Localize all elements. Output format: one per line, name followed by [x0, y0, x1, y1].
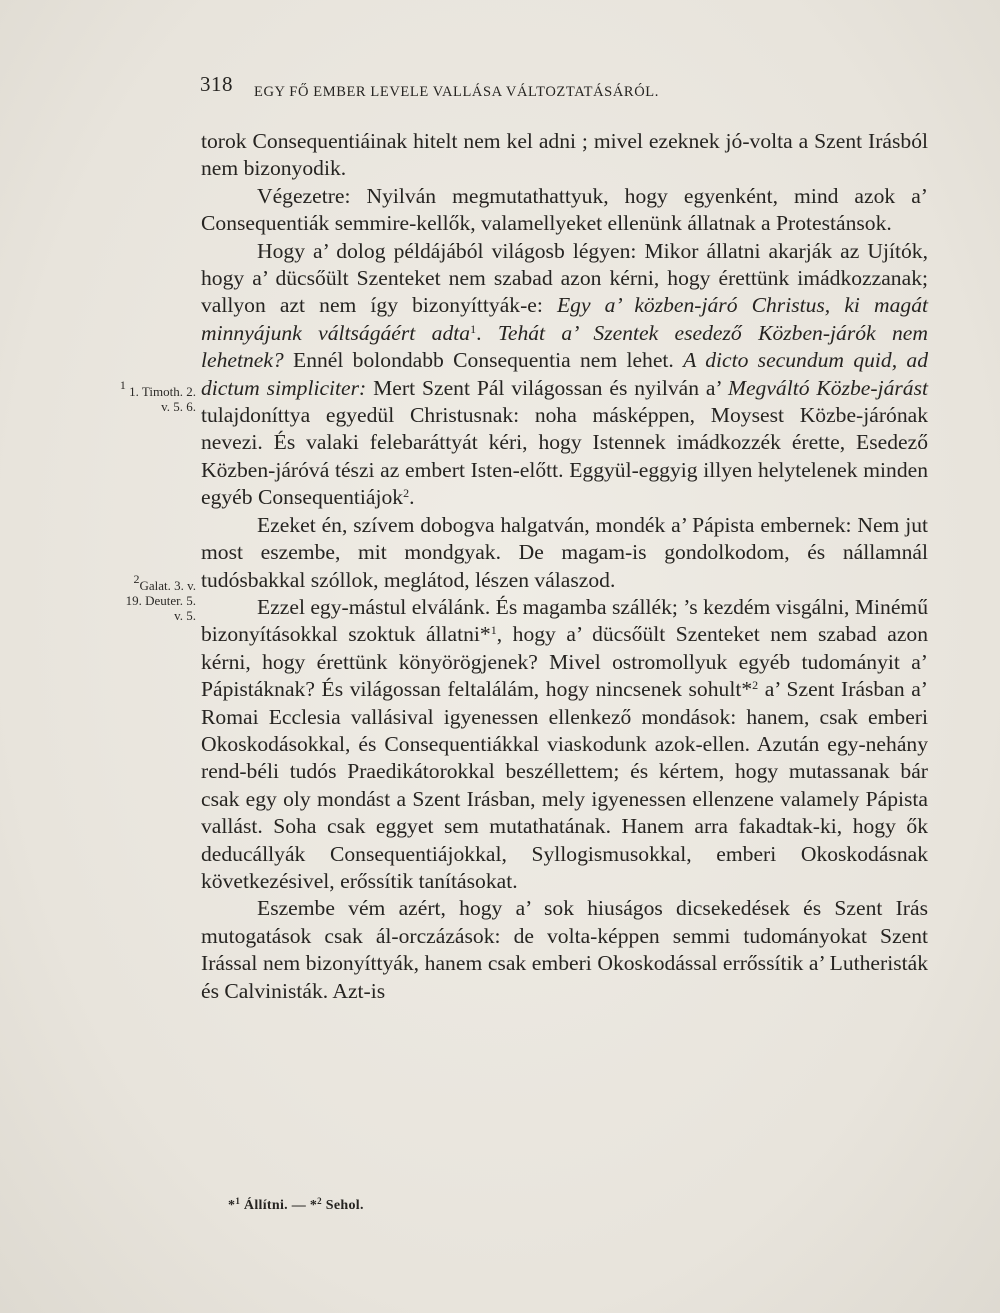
margin-note-1	[112, 378, 196, 414]
margin-note-2-line1: $^2$Galat. 3. v.	[133, 572, 196, 593]
margin-note-1-line1: $^1$ 1. Timoth. 2.	[119, 378, 196, 399]
body-text	[201, 128, 928, 1005]
p3-text-a: Hogy a’ dolog példájából világosb légyen: Mikor állatni akarják az Ujítók, hogy a’ dücsőült Szenteket nem szabad azon kérni, hogy érettünk imádkozzanak; vallyon azt nem így bizonyíttyák-e:	[201, 238, 928, 318]
margin-note-2-marker: 2	[133, 572, 140, 586]
footnote-marker-1: 1	[235, 1196, 241, 1206]
p3-footnote-ref-2: 2	[403, 486, 410, 501]
footnote-text-2: Sehol.	[321, 1198, 364, 1213]
p3-text-d: Mert Szent Pál világossan és nyilván a’	[366, 375, 728, 400]
footnote-star-1: *	[228, 1198, 236, 1213]
margin-note-2-line2: 19. Deuter. 5.	[125, 593, 196, 608]
p5-footnote-ref-1: 1	[490, 623, 497, 638]
footnote-marker-2: 2	[317, 1196, 322, 1206]
paragraph-1: torok Consequentiáinak hitelt nem kel adni ; mivel ezeknek jó-volta a Szent Irásból nem bizonyodik.	[201, 129, 928, 181]
p3-text-e: tulajdoníttya egyedül Christusnak: noha másképpen, Moysest Közbe-járónak nevezi. És valaki felebaráttyát kéri, hogy Istennek imádkozzék érette, Esedező Közben-járóvá tészi az embert Isten-előtt. Eggyül-eggyig illyen helytelenek minden egyéb Consequentiájok	[201, 403, 928, 510]
p3-footnote-ref-1: 1	[470, 321, 477, 336]
p5-footnote-ref-2: 2	[752, 678, 759, 693]
p5-text-a: Ezzel egy-mástul elválánk. És magamba szállék; ’s kezdém visgálni, Minémű bizonyításokkal szoktuk állatni*	[201, 594, 928, 647]
p3-italic-c: A dicto secundum quid, ad dictum simpliciter:	[201, 348, 928, 400]
footnote-text-1: Állítni. — *	[240, 1198, 318, 1213]
paragraph-2: Végezetre: Nyilván megmutathattyuk, hogy egyenként, mind azok a’ Consequentiák semmire-kellők, valamellyeket ellenünk állatnak a Protestánsok.	[201, 183, 928, 236]
p3-text-c: Ennél bolondabb Consequentia nem lehet.	[283, 348, 684, 373]
p3-italic-d: Megváltó Közbe-járást	[727, 375, 928, 400]
margin-note-1-line2: v. 5. 6.	[161, 399, 196, 414]
p3-sep: .	[476, 320, 498, 345]
paragraph-4: Ezeket én, szívem dobogva halgatván, mondék a’ Pápista embernek: Nem jut most eszembe, mit mondgyak. De magam-is gondolkodom, és nállamnál tudósbakkal szóllok, meglátod, lészen válaszod.	[201, 512, 928, 592]
paragraph-6: Eszembe vém azért, hogy a’ sok hiuságos dicsekedések és Szent Irás mutogatások csak ál-orczázások: de volta-képpen semmi tudományokat Szent Irással nem bizonyíttyák, hanem csak emberi Okoskodással errőssítik a’ Lutheristák és Calvinisták. Azt-is	[201, 896, 928, 1003]
margin-note-2-line3: v. 5.	[174, 608, 196, 623]
margin-note-2	[112, 572, 196, 623]
margin-note-1-marker: 1	[119, 378, 126, 392]
p5-text-b: , hogy a’ dücsőült Szenteket nem szabad azon kérni, hogy érettünk könyörögjenek? Mivel ostromollyuk egyéb tudományit a’ Pápistáknak? És világossan feltalálám, hogy nincsenek sohult*	[201, 622, 928, 702]
p5-text-c: a’ Szent Irásban a’ Romai Ecclesia vallásival igyenessen ellenkező mondások: hanem, csak emberi Okoskodásokkal, és Consequentiákkal viaskodunk azok-ellen. Azután egy-nehány rend-béli tudós Praedikátorokkal beszéllettem; és kértem, hogy mutassanak bár csak egy oly mondást a Szent Irásban, mely igyenessen ellenzene valamely Pápista vallást. Soha csak eggyet sem mutathatának. Hanem arra fakadtak-ki, hogy ők deducállyák Consequentiájokkal, Syllogismusokkal, emberi Okoskodásnak következésivel, erőssítik tanításokat.	[201, 677, 928, 893]
p3-text-f: .	[409, 485, 415, 510]
footnotes	[228, 1198, 364, 1214]
running-head: EGY FŐ EMBER LEVELE VALLÁSA VÁLTOZTATÁSÁRÓL.	[254, 84, 659, 100]
p3-italic-a: Egy a’ közben-járó Christus, ki magát minnyájunk váltságáért adta	[201, 293, 928, 345]
page-number: 318	[200, 72, 233, 96]
p3-italic-b: Tehát a’ Szentek esedező Közben-járók nem lehetnek?	[201, 320, 928, 373]
paragraph-5	[201, 594, 928, 895]
paragraph-3	[201, 238, 928, 512]
